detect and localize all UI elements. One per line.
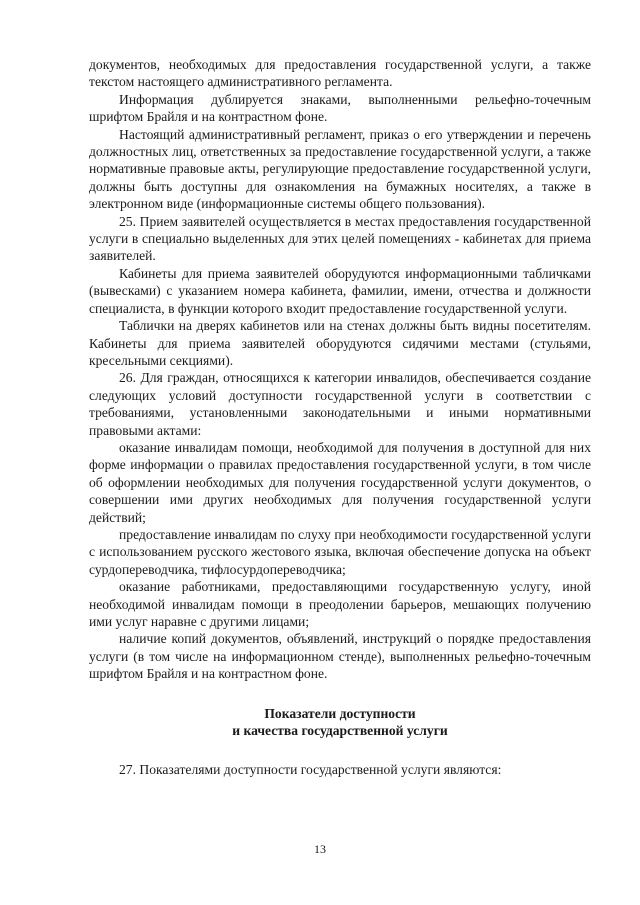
body-text	[89, 56, 591, 779]
section-heading	[89, 705, 591, 740]
paragraph-27: 27. Показателями доступности государственной услуги являются:	[119, 762, 502, 778]
paragraph-continuation: документов, необходимых для предоставления государственной услуги, а также текстом настоящего административного регламента.	[89, 57, 591, 90]
section-heading-line-2: и качества государственной услуги	[232, 723, 448, 739]
paragraph-door-plates: Таблички на дверях кабинетов или на стенах должны быть видны посетителям. Кабинеты для приема заявителей оборудуются сидячими местами (стульями, кресельными секциями).	[89, 318, 591, 368]
paragraph-braille-info: Информация дублируется знаками, выполненными рельефно-точечным шрифтом Брайля и на контрастном фоне.	[89, 91, 591, 125]
paragraph-braille-copies: наличие копий документов, объявлений, инструкций о порядке предоставления услуги (в том числе на информационном стенде), выполненных рельефно-точечным шрифтом Брайля и на контрастном фоне.	[89, 631, 591, 682]
paragraph-cabinet-signs: Кабинеты для приема заявителей оборудуются информационными табличками (вывесками) с указанием номера кабинета, фамилии, имени, отчества и должности специалиста, в функции которого входит предоставление государственной услуги.	[89, 265, 591, 316]
paragraph-assistance: оказание инвалидам помощи, необходимой для получения в доступной для них форме информации о правилах предоставления государственной услуги, в том числе об оформлении необходимых для получения государственной услуги документов, о совершении ими других необходимых для получения государственной услуги действий;	[89, 439, 591, 525]
paragraph-regulation-availability: Настоящий административный регламент, приказ о его утверждении и перечень должностных лиц, ответственных за предоставление государственной услуги, а также нормативные правовые акты, регулирующие предоставление государственной услуги, должны быть доступны для ознакомления на бумажных носителях, а также в электронном виде (информационные системы общего пользования).	[89, 126, 591, 212]
paragraph-26: 26. Для граждан, относящихся к категории инвалидов, обеспечивается создание следующих условий доступности государственной услуги в соответствии с требованиями, установленными законодательными и иными нормативными правовыми актами:	[89, 370, 591, 438]
paragraph-barriers: оказание работниками, предоставляющими государственную услугу, иной необходимой инвалидам помощи в преодолении барьеров, мешающих получению ими услуг наравне с другими лицами;	[89, 579, 591, 629]
section-heading-line-1: Показатели доступности	[264, 705, 416, 721]
page-number: 13	[314, 842, 326, 856]
paragraph-25: 25. Прием заявителей осуществляется в местах предоставления государственной услуги в специально выделенных для этих целей помещениях - кабинетах для приема заявителей.	[89, 213, 591, 264]
paragraph-sign-language: предоставление инвалидам по слуху при необходимости государственной услуги с использованием русского жестового языка, включая обеспечение допуска на объект сурдопереводчика, тифлосурдопереводчика;	[89, 526, 591, 577]
